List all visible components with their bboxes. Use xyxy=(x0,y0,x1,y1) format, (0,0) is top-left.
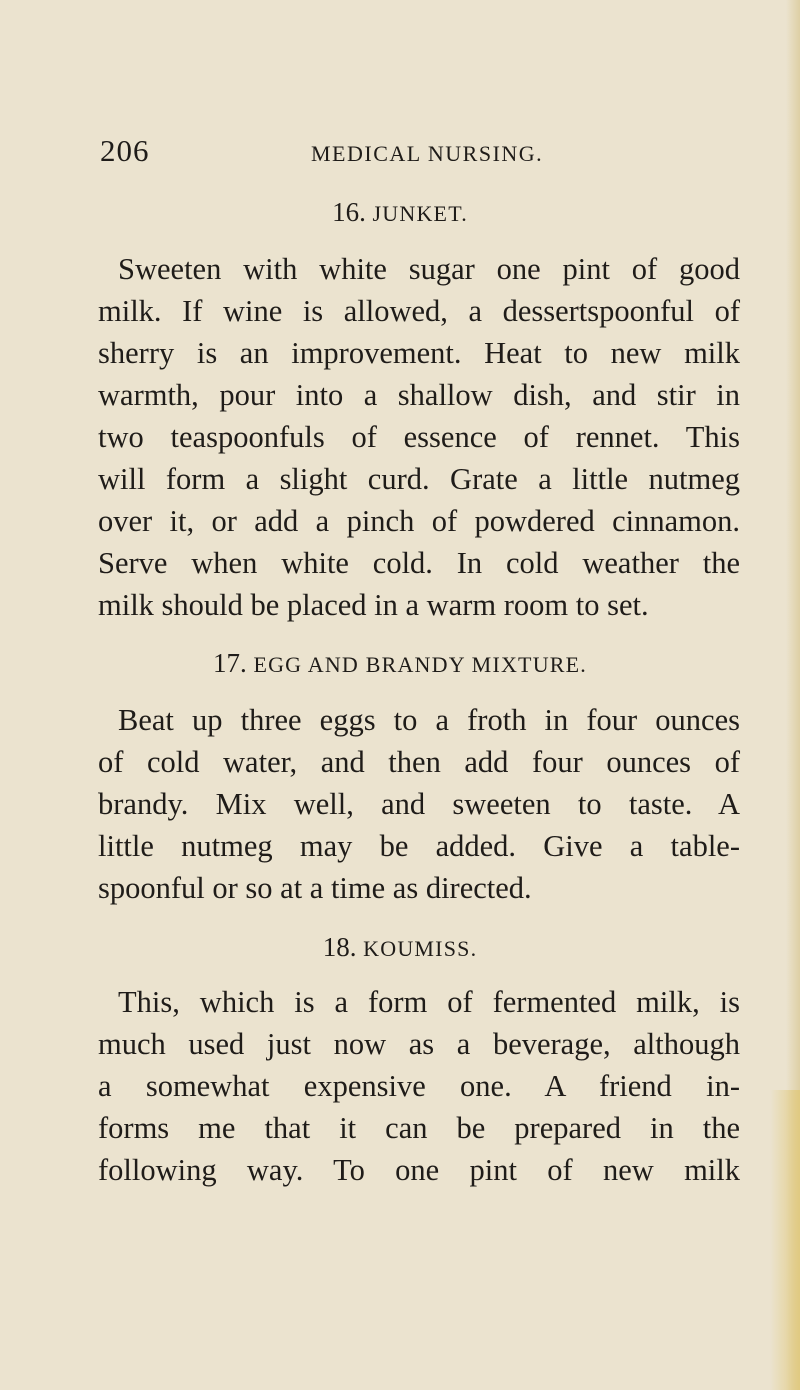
section-title: JUNKET. xyxy=(372,201,468,226)
section-heading-16 xyxy=(0,197,800,228)
text-line: warmth, pour into a shallow dish, and stir in xyxy=(98,378,740,412)
text-line: milk. If wine is allowed, a dessertspoonful of xyxy=(98,294,740,328)
section-heading-18 xyxy=(0,932,800,963)
text-line: two teaspoonfuls of essence of rennet. This xyxy=(98,420,740,454)
text-line: following way. To one pint of new milk xyxy=(98,1153,740,1187)
section-16-paragraph xyxy=(98,248,740,626)
page-edge-stain xyxy=(770,1090,800,1390)
text-line: Sweeten with white sugar one pint of good xyxy=(118,252,740,286)
text-line: little nutmeg may be added. Give a table- xyxy=(98,829,740,863)
section-18-paragraph xyxy=(98,981,740,1191)
section-title: EGG AND BRANDY MIXTURE. xyxy=(253,652,587,677)
text-line: milk should be placed in a warm room to set. xyxy=(98,588,649,622)
text-line: of cold water, and then add four ounces of xyxy=(98,745,740,779)
section-title: KOUMISS. xyxy=(363,936,478,961)
text-line: over it, or add a pinch of powdered cinnamon. xyxy=(98,504,740,538)
text-line: a somewhat expensive one. A friend in- xyxy=(98,1069,740,1103)
page-number: 206 xyxy=(100,133,150,168)
section-number: 16. xyxy=(332,197,366,227)
running-head: MEDICAL NURSING. xyxy=(311,141,544,166)
text-line: Beat up three eggs to a froth in four ounces xyxy=(118,703,740,737)
section-heading-17 xyxy=(0,648,800,679)
text-line: much used just now as a beverage, although xyxy=(98,1027,740,1061)
section-number: 17. xyxy=(212,648,247,678)
section-number: 18. xyxy=(322,932,357,962)
text-line: will form a slight curd. Grate a little nutmeg xyxy=(98,462,740,496)
text-line: Serve when white cold. In cold weather the xyxy=(98,546,740,580)
text-line: spoonful or so at a time as directed. xyxy=(98,871,532,905)
text-line: This, which is a form of fermented milk, is xyxy=(118,985,740,1019)
text-line: forms me that it can be prepared in the xyxy=(98,1111,740,1145)
text-line: sherry is an improvement. Heat to new milk xyxy=(98,336,740,370)
page-header xyxy=(100,133,740,173)
text-line: brandy. Mix well, and sweeten to taste. A xyxy=(98,787,740,821)
section-17-paragraph xyxy=(98,699,740,909)
